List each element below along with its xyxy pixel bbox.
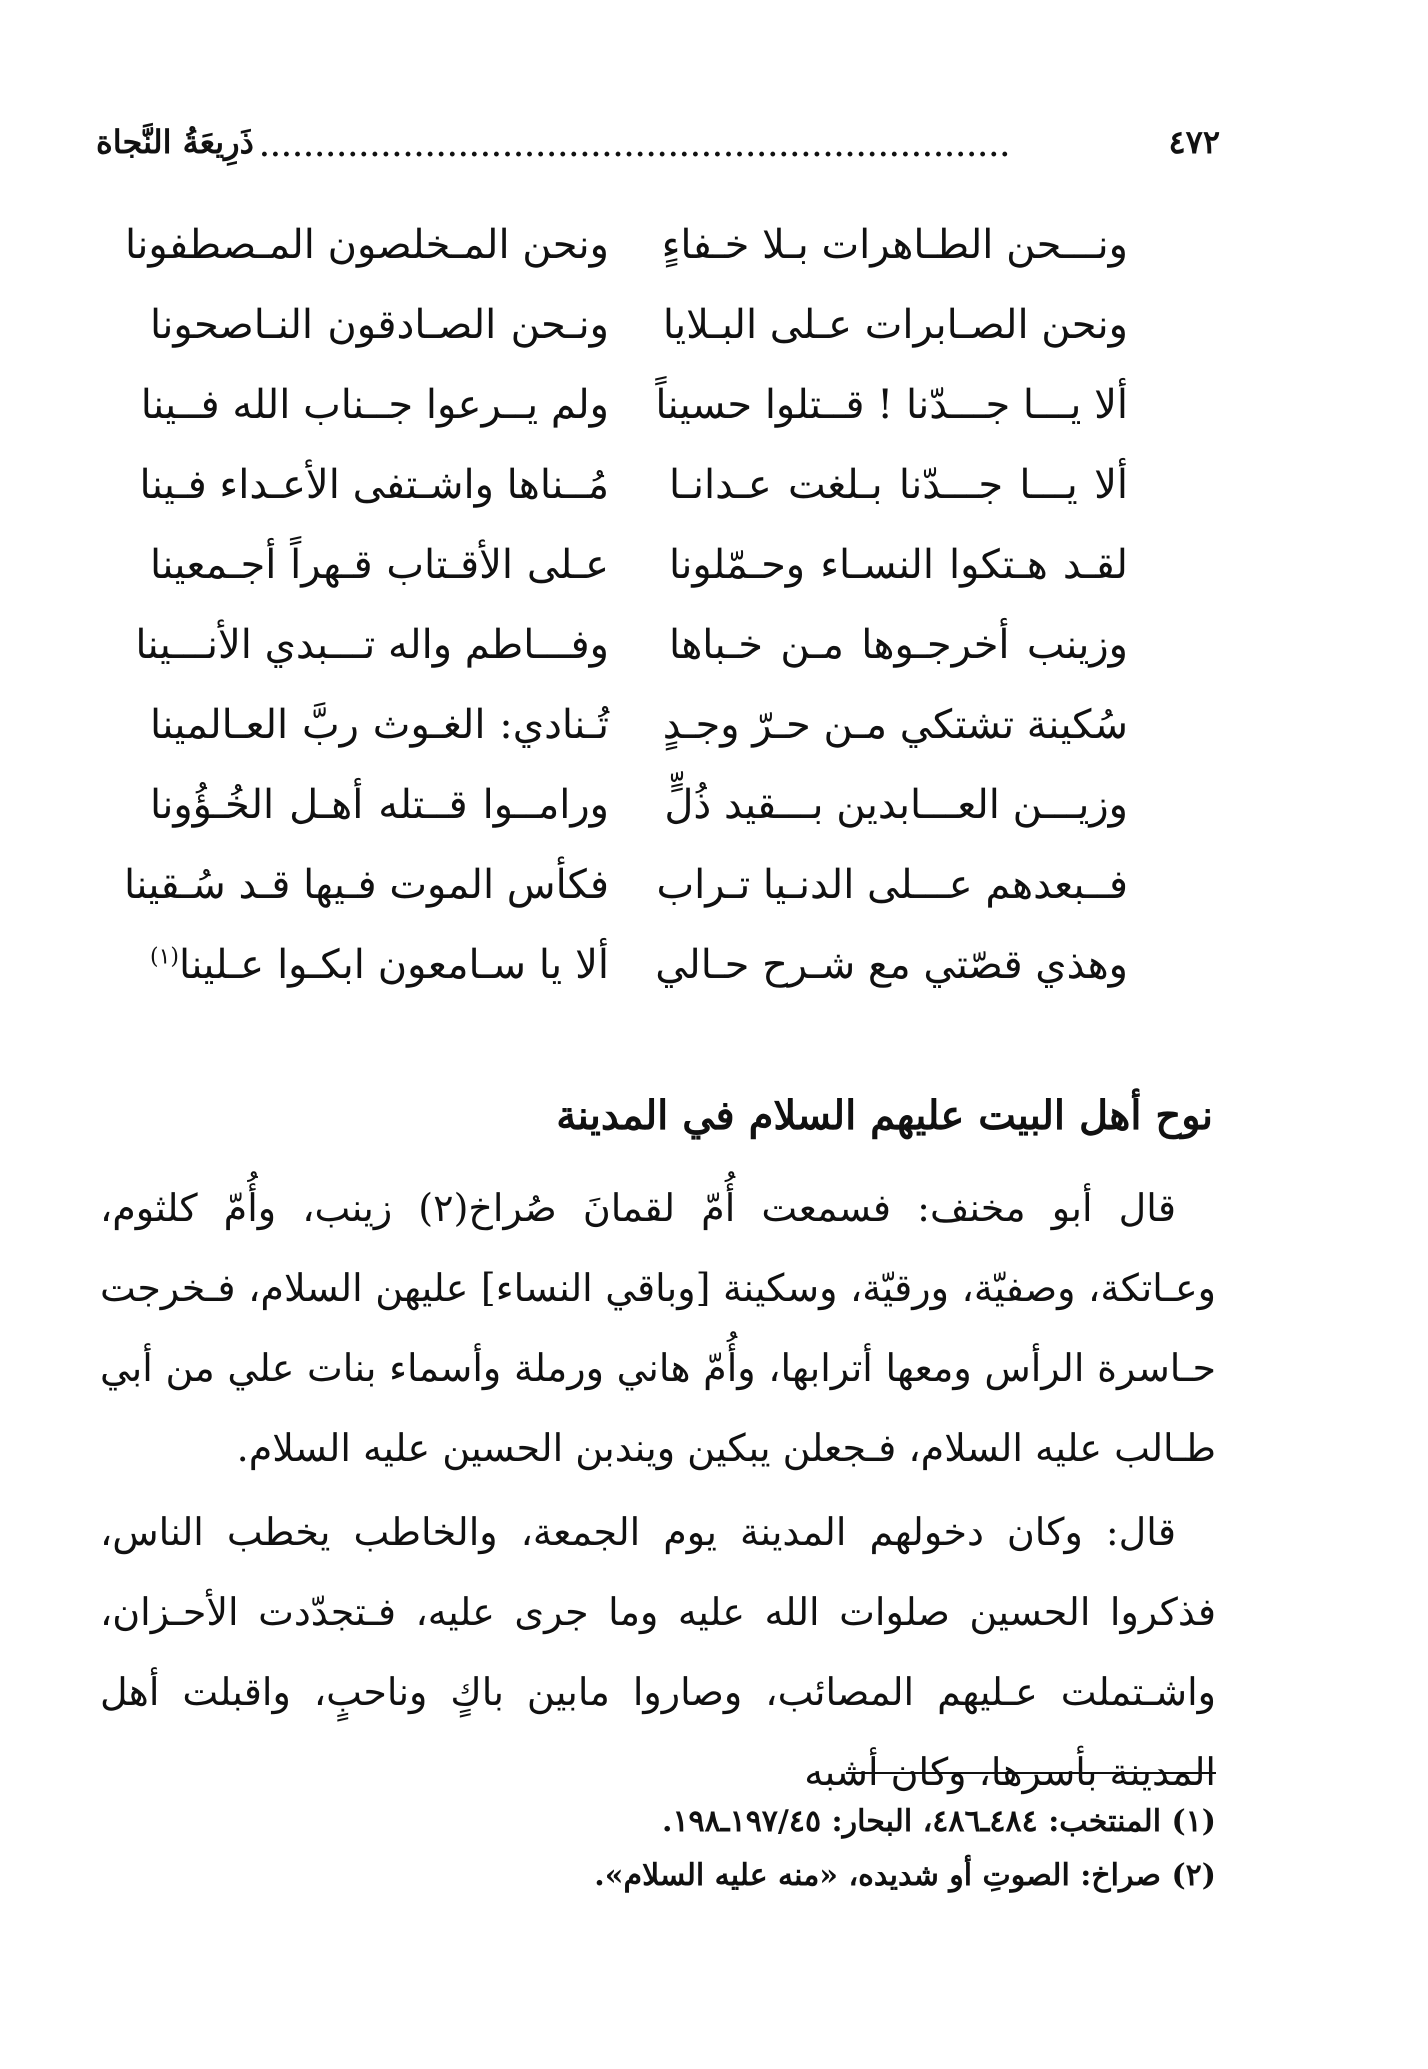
first-hemistich: ونحن الصـابرات عـلى البـلايا [662,302,1128,348]
section-heading: نوح أهل البيت عليهم السلام في المدينة [556,1092,1213,1139]
second-hemistich: مُــناها واشـتفى الأعـداء فـينا [139,462,609,508]
couplet [150,925,1128,1005]
first-hemistich: وهذي قصّتي مع شـرح حـالي [655,942,1128,988]
paragraph [100,1492,1216,1812]
couplet [135,605,1128,685]
second-hemistich: ولم يــرعوا جــناب الله فــينا [140,382,609,428]
first-hemistich: وزينب أخرجـوها مـن خـباها [669,622,1128,668]
first-hemistich: ألا يـــا جـــدّنا بـلغت عـدانـا [669,462,1128,508]
second-hemistich-text: ألا يا سـامعون ابكـوا عـلينا [179,942,609,988]
paragraph-text: قال: وكان دخولهم المدينة يوم الجمعة، والخاطب يخطب الناس، فذكروا الحسين صلوات الله عليه وما جرى عليه، فـتجدّدت الأحـزان، واشـتملت عـليهم المصائب، وصاروا مابين باكٍ وناحبٍ، واقبلت أهل المدينة بأسرها، وكان أشبه [100,1510,1216,1794]
footnote-separator [846,1772,1216,1774]
footnote: (١) المنتخب: ٤٨٤ـ٤٨٦، البحار: ١٩٧/٤٥ـ١٩٨. [661,1804,1216,1839]
second-hemistich: فكأس الموت فـيها قـد سُـقينا [124,862,609,908]
running-header [96,112,1220,172]
first-hemistich: فــبعدهم عـــلى الدنـيا تـراب [656,862,1128,908]
first-hemistich: سُكينة تشتكي مـن حـرّ وجـدٍ [662,702,1128,748]
couplet [150,525,1128,605]
couplet [150,685,1128,765]
first-hemistich: لقـد هـتكوا النسـاء وحـمّلونا [669,542,1128,588]
paragraph [100,1168,1216,1488]
second-hemistich: تُـنادي: الغـوث ربَّ العـالمينا [150,702,609,748]
second-hemistich: عـلى الأقـتاب قـهراً أجـمعينا [150,542,609,588]
paragraph-text: قال أبو مخنف: فسمعت أُمّ لقمانَ صُراخ(٢) زينب، وأُمّ كلثوم، وعـاتكة، وصفيّة، ورقيّة، وسكينة [وباقي النساء] عليهن السلام، فـخرجت حـاسرة الرأس ومعها أترابها، وأُمّ هاني ورملة وأسماء بنات علي من أبي طـالب عليه السلام، فـجعلن يبكين ويندبن الحسين عليه السلام. [100,1186,1216,1470]
second-hemistich: ونحن المـخلصون المـصطفونا [125,222,609,268]
couplet [140,365,1128,445]
book-title: ذَرِيعَةُ النَّجاة [96,123,254,161]
footnote-reference[interactable]: (١) [150,944,180,970]
couplet [125,205,1128,285]
first-hemistich: ألا يـــا جـــدّنا ! قــتلوا حسيناً [655,382,1128,428]
second-hemistich: وفـــاطم واله تـــبدي الأنـــينا [135,622,609,668]
second-hemistich: ونـحن الصـادقون النـاصحونا [150,302,609,348]
couplet [124,845,1128,925]
couplet [139,445,1128,525]
footnotes [400,1795,1216,1903]
poem [124,205,1128,1005]
header-leader-dots: .................................................................... [259,133,1012,163]
prose-body [100,1168,1216,1812]
first-hemistich: ونـــحن الطـاهرات بـلا خـفاءٍ [661,222,1128,268]
second-hemistich: ورامــوا قــتله أهـل الخُـؤُونا [150,782,609,828]
second-hemistich [150,942,639,988]
first-hemistich: وزيـــن العـــابدين بـــقيد ذُلٍّ [664,782,1128,828]
couplet [150,765,1128,845]
page-number: ٤٧٢ [1168,123,1220,161]
couplet [150,285,1128,365]
footnote: (٢) صراخ: الصوتِ أو شديده، «منه عليه السلام». [594,1858,1216,1893]
